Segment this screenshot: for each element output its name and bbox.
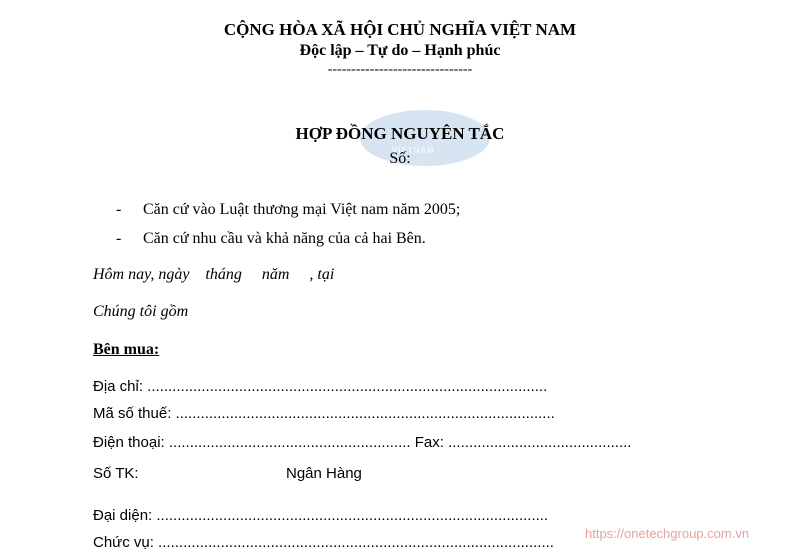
basis-item-2: Căn cứ nhu cầu và khả năng của cả hai Bên. [143, 230, 426, 247]
we-are-line: Chúng tôi gồm [93, 303, 189, 320]
date-line: Hôm nay, ngày tháng năm , tại [93, 266, 335, 283]
buyer-account-label: Số TK: [93, 465, 139, 482]
basis-dash-1: - [116, 201, 122, 218]
buyer-address: Địa chỉ: ................................................................................................ [93, 378, 548, 395]
nation-heading: CỘNG HÒA XÃ HỘI CHỦ NGHĨA VIỆT NAM [223, 20, 577, 39]
buyer-representative: Đại diện: .............................................................................................. [93, 507, 549, 524]
buyer-position: Chức vụ: ............................................................................................... [93, 534, 554, 551]
basis-item-1: Căn cứ vào Luật thương mại Việt nam năm 2005; [143, 201, 461, 218]
buyer-tax-code: Mã số thuế: ........................................................................................... [93, 405, 555, 422]
buyer-phone-fax: Điện thoại: .......................................................... Fax: ............................................ [93, 434, 632, 451]
header-separator: ------------------------------- [327, 62, 473, 77]
site-url-watermark: https://onetechgroup.com.vn [585, 526, 750, 541]
watermark-subtext: VIETNAM [392, 146, 435, 155]
buyer-bank-label: Ngân Hàng [286, 465, 362, 482]
buyer-heading: Bên mua: [93, 341, 160, 358]
motto: Độc lập – Tự do – Hạnh phúc [299, 42, 501, 59]
contract-title: HỢP ĐỒNG NGUYÊN TẮC [295, 124, 505, 143]
contract-number-label: Số: [389, 150, 411, 167]
basis-dash-2: - [116, 230, 122, 247]
